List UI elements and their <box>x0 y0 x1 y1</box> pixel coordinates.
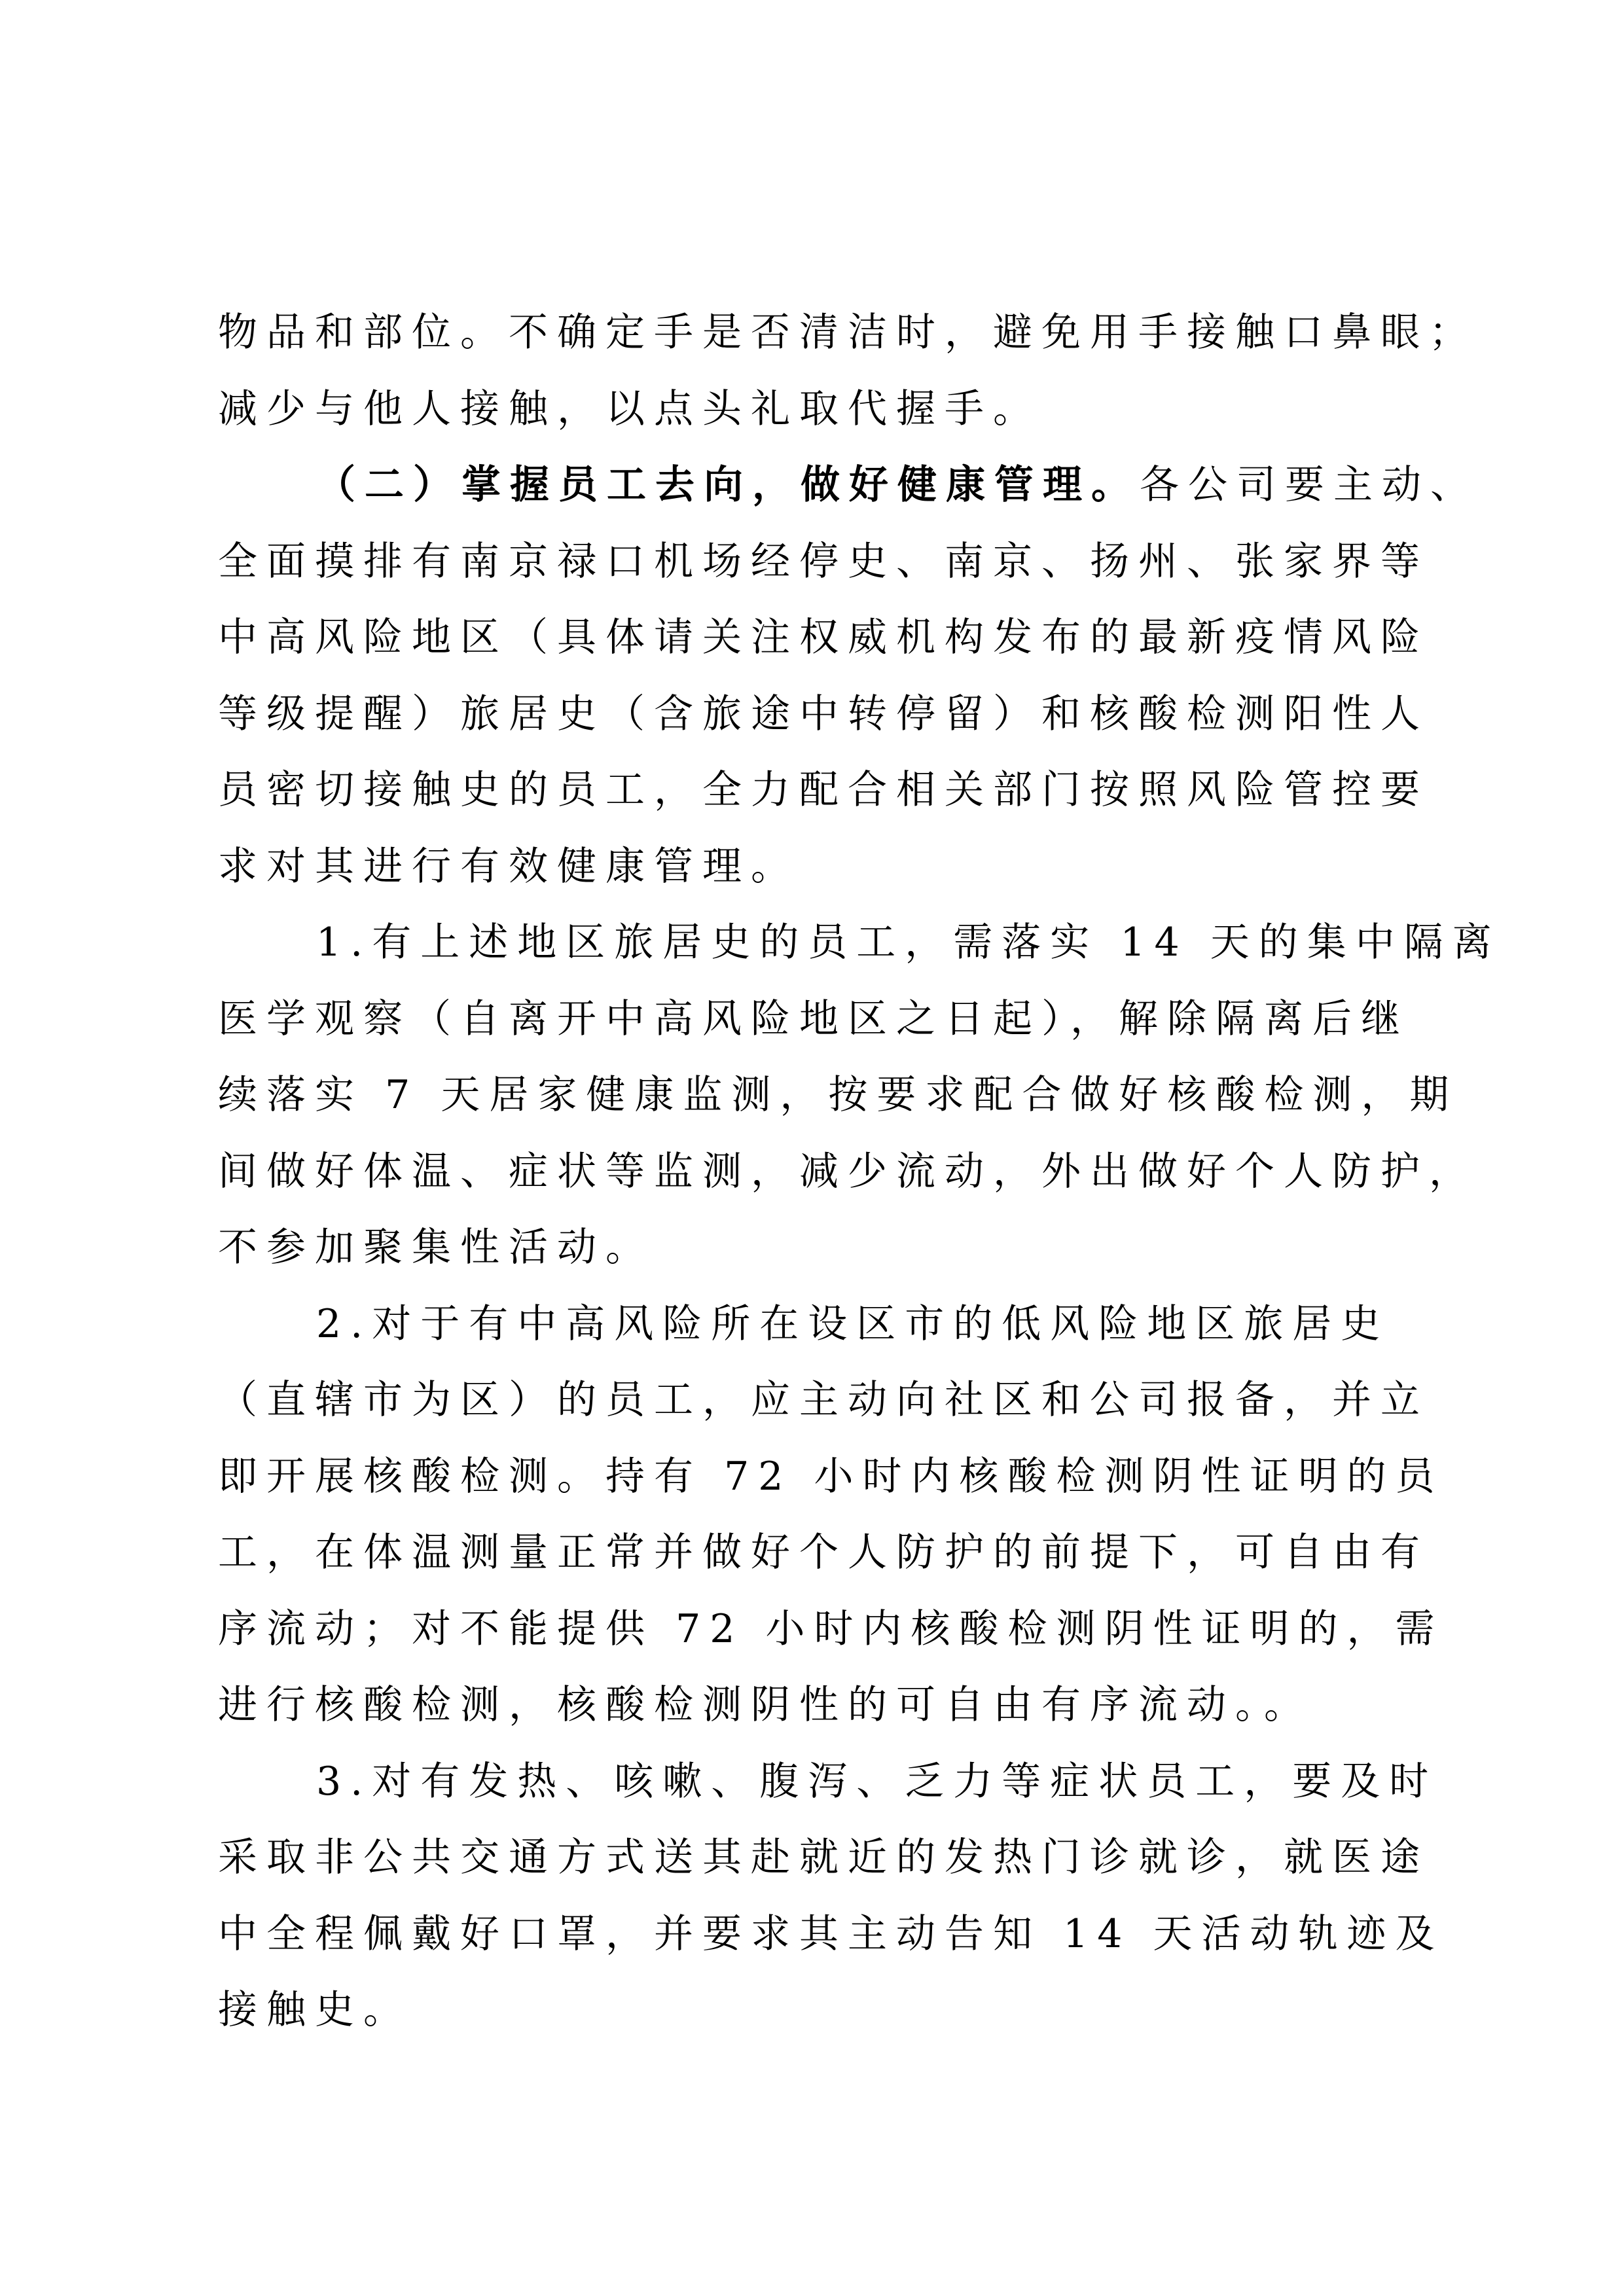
text-line: 物品和部位。不确定手是否清洁时，避免用手接触口鼻眼； <box>218 310 1477 355</box>
text-line: 中全程佩戴好口罩，并要求其主动告知 14 天活动轨迹及 <box>218 1910 1444 1957</box>
text-line: 等级提醒）旅居史（含旅途中转停留）和核酸检测阳性人 <box>218 691 1429 737</box>
text-line: 医学观察（自离开中高风险地区之日起），解除隔离后继 <box>218 996 1409 1042</box>
text-line: 序流动；对不能提供 72 小时内核酸检测阴性证明的，需 <box>218 1605 1444 1652</box>
text-line: 间做好体温、症状等监测，减少流动，外出做好个人防护， <box>218 1148 1477 1194</box>
section-heading-continuation: 各公司要主动、 <box>1140 462 1479 508</box>
text-line: 员密切接触史的员工，全力配合相关部门按照风险管控要 <box>218 767 1429 813</box>
text-line: 续落实 7 天居家健康监测，按要求配合做好核酸检测，期 <box>218 1072 1458 1118</box>
numbered-item-3: 3.对有发热、咳嗽、腹泻、乏力等症状员工，要及时 <box>316 1758 1438 1804</box>
section-heading: （二）掌握员工去向，做好健康管理。 <box>316 462 1140 508</box>
text-line: 不参加聚集性活动。 <box>218 1225 654 1270</box>
numbered-item-2: 2.对于有中高风险所在设区市的低风险地区旅居史 <box>316 1300 1390 1347</box>
numbered-item-1: 1.有上述地区旅居史的员工，需落实 14 天的集中隔离 <box>316 920 1501 965</box>
text-line: 全面摸排有南京禄口机场经停史、南京、扬州、张家界等 <box>218 538 1429 584</box>
text-line: 即开展核酸检测。持有 72 小时内核酸检测阴性证明的员 <box>218 1453 1444 1499</box>
text-line: 进行核酸检测，核酸检测阴性的可自由有序流动。。 <box>218 1682 1312 1728</box>
text-line: 求对其进行有效健康管理。 <box>218 843 799 889</box>
text-line: 中高风险地区（具体请关注权威机构发布的最新疫情风险 <box>218 615 1429 660</box>
text-line: 接触史。 <box>218 1987 412 2033</box>
document-body <box>218 295 1501 2049</box>
text-line: （直辖市为区）的员工，应主动向社区和公司报备，并立 <box>218 1377 1429 1423</box>
text-line: 采取非公共交通方式送其赴就近的发热门诊就诊，就医途 <box>218 1835 1429 1880</box>
text-line: 工，在体温测量正常并做好个人防护的前提下，可自由有 <box>218 1530 1429 1575</box>
section-heading-line <box>218 447 1479 524</box>
text-line: 减少与他人接触，以点头礼取代握手。 <box>218 386 1041 432</box>
